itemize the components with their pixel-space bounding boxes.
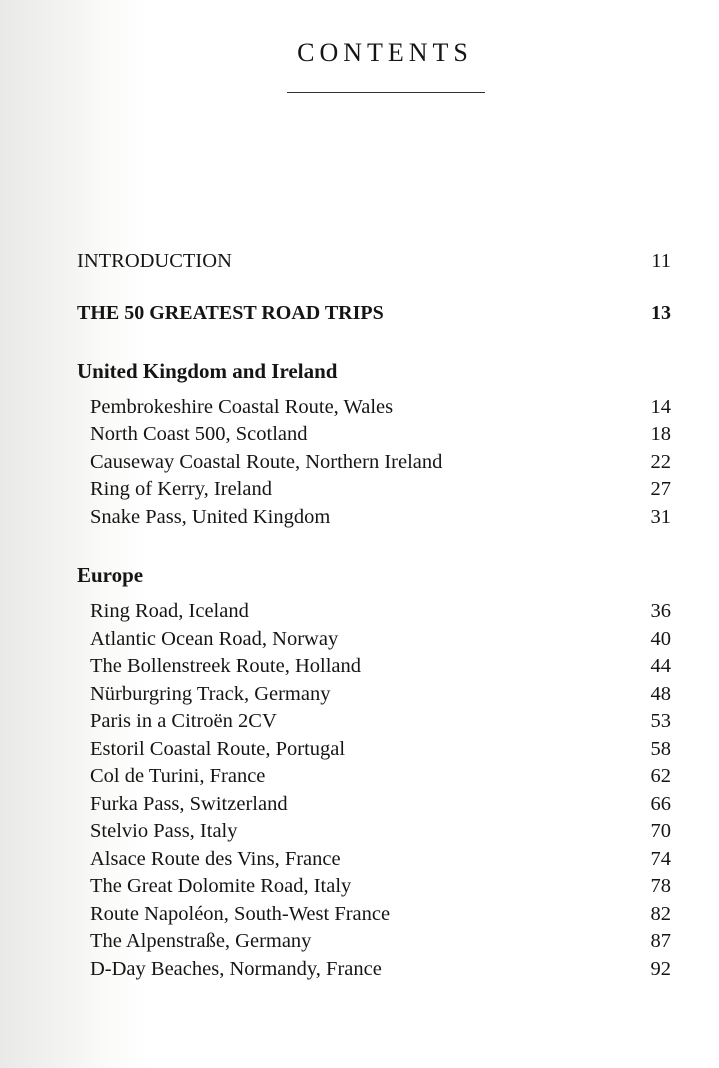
toc-entry-introduction[interactable] <box>77 248 671 276</box>
toc-entry[interactable] <box>77 449 671 477</box>
toc-entry-label: Pembrokeshire Coastal Route, Wales <box>90 395 394 418</box>
toc-entry-label: The Bollenstreek Route, Holland <box>90 655 361 677</box>
toc-entry[interactable] <box>77 791 671 819</box>
toc-entry[interactable] <box>77 901 671 929</box>
toc-entry[interactable] <box>77 681 671 709</box>
toc-entry[interactable] <box>77 873 671 901</box>
toc-entry-page: 82 <box>650 902 671 925</box>
toc-entry[interactable] <box>77 653 671 681</box>
toc-entry-label: Ring of Kerry, Ireland <box>90 478 272 500</box>
toc-entry-label: Col de Turini, France <box>90 765 266 787</box>
title-rule <box>287 92 485 93</box>
toc-entry-main[interactable] <box>77 300 671 328</box>
toc-entry-page: 62 <box>650 765 671 787</box>
toc-entry-label: Nürburgring Track, Germany <box>90 682 331 705</box>
toc-entry-label: Estoril Coastal Route, Portugal <box>90 737 346 760</box>
toc-entry[interactable] <box>77 736 671 764</box>
page-title: CONTENTS <box>297 38 473 67</box>
toc-entry-label: North Coast 500, Scotland <box>90 423 308 445</box>
toc-entry-page: 31 <box>650 505 671 528</box>
toc-entry[interactable] <box>77 598 671 626</box>
toc-entry[interactable] <box>77 818 671 846</box>
toc-entry-label: D-Day Beaches, Normandy, France <box>90 957 382 980</box>
toc-entry[interactable] <box>77 476 671 504</box>
toc-entry-label: Ring Road, Iceland <box>90 600 249 622</box>
toc-entry-label: The Alpenstraße, Germany <box>90 930 312 952</box>
toc-entry[interactable] <box>77 846 671 874</box>
toc-entry-label: Paris in a Citroën 2CV <box>90 710 277 732</box>
toc-entry-page: 36 <box>650 600 671 622</box>
toc-entry-page: 44 <box>650 655 671 677</box>
toc-entry[interactable] <box>77 421 671 449</box>
table-of-contents <box>77 248 671 983</box>
toc-entry-page: 92 <box>650 957 671 980</box>
toc-entry-page: 40 <box>650 627 671 650</box>
toc-entry-page: 11 <box>651 250 671 272</box>
toc-entry-page: 18 <box>650 423 671 445</box>
toc-entry-label: Snake Pass, United Kingdom <box>90 505 331 528</box>
toc-entry-label: Route Napoléon, South-West France <box>90 902 391 925</box>
toc-entry[interactable] <box>77 626 671 654</box>
toc-entry-page: 70 <box>650 820 671 842</box>
toc-entry-label: Alsace Route des Vins, France <box>90 847 341 870</box>
section-heading: United Kingdom and Ireland <box>77 358 338 383</box>
toc-entry-page: 66 <box>650 792 671 815</box>
toc-entry-page: 78 <box>650 875 671 897</box>
toc-entry-label: INTRODUCTION <box>77 250 232 272</box>
toc-entry-label: THE 50 GREATEST ROAD TRIPS <box>77 302 384 324</box>
toc-entry-page: 48 <box>650 682 671 705</box>
toc-entry-label: Stelvio Pass, Italy <box>90 820 238 842</box>
toc-entry[interactable] <box>77 956 671 984</box>
toc-entry-label: Atlantic Ocean Road, Norway <box>90 627 339 650</box>
toc-entry-page: 13 <box>651 302 671 324</box>
toc-entry-page: 53 <box>650 710 671 732</box>
toc-entry-page: 74 <box>650 847 671 870</box>
toc-entry-page: 58 <box>650 737 671 760</box>
section-heading: Europe <box>77 563 144 587</box>
toc-entry-label: The Great Dolomite Road, Italy <box>90 875 352 897</box>
toc-entry[interactable] <box>77 763 671 791</box>
toc-entry[interactable] <box>77 928 671 956</box>
toc-entry[interactable] <box>77 708 671 736</box>
toc-entry[interactable] <box>77 394 671 422</box>
toc-entry-page: 22 <box>650 450 671 473</box>
toc-entry-page: 27 <box>650 478 671 500</box>
toc-entry-page: 87 <box>650 930 671 952</box>
toc-entry-label: Causeway Coastal Route, Northern Ireland <box>90 450 443 473</box>
toc-entry-label: Furka Pass, Switzerland <box>90 792 288 815</box>
toc-entry[interactable] <box>77 504 671 532</box>
toc-entry-page: 14 <box>650 395 671 418</box>
